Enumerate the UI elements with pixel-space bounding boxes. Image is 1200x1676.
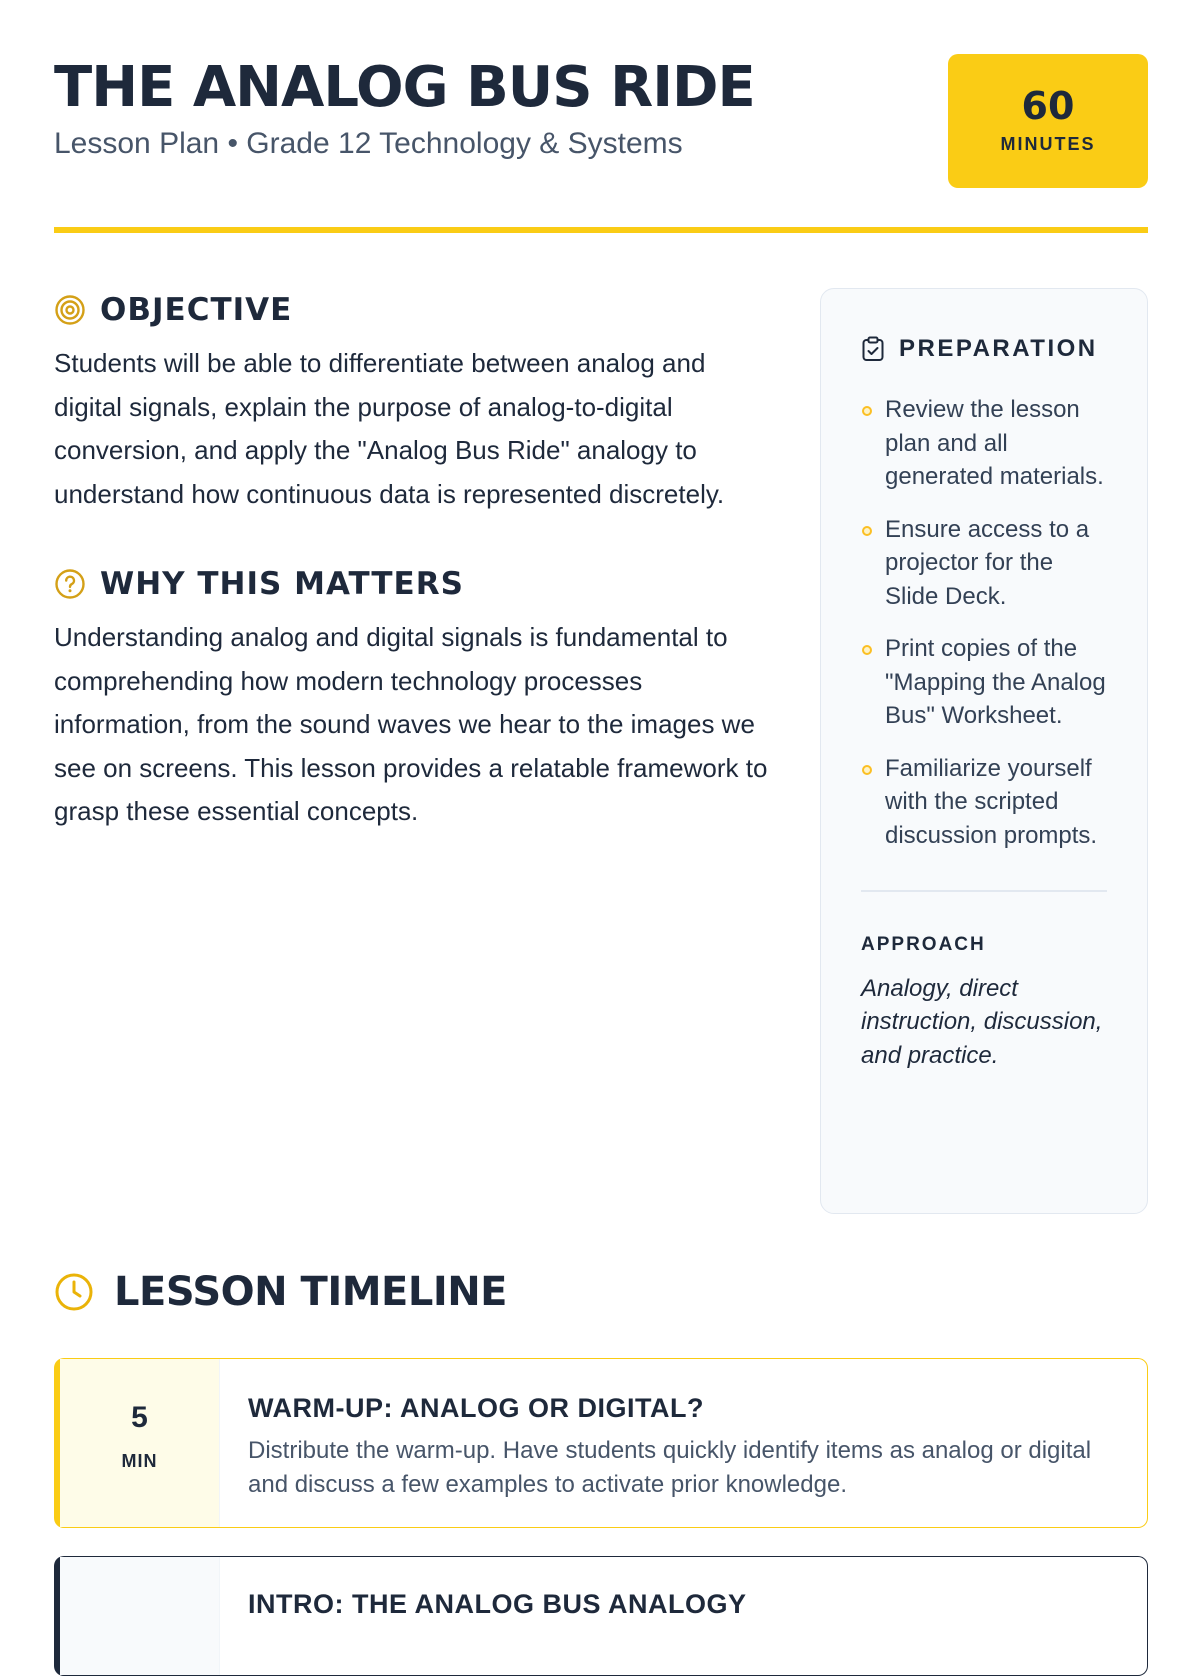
timeline-step	[54, 1556, 1148, 1676]
clock-icon	[54, 1272, 94, 1312]
list-item: Print copies of the "Mapping the Analog Bus" Worksheet.	[861, 632, 1107, 733]
objective-heading: OBJECTIVE	[100, 292, 293, 328]
step-content	[248, 1589, 1107, 1630]
lesson-header	[54, 54, 1148, 188]
header-divider	[54, 227, 1148, 233]
why-text: Understanding analog and digital signals is fundamental to comprehending how modern technology processes information, from the sound waves we hear to the images we see on screens. This lesson provides a relatable framework to grasp these essential concepts.	[54, 622, 768, 826]
duration-badge	[948, 54, 1148, 188]
question-circle-icon	[54, 568, 86, 600]
approach-text: Analogy, direct instruction, discussion, and practice.	[861, 974, 1103, 1069]
timeline-heading: LESSON TIMELINE	[114, 1269, 508, 1315]
objective-heading-row	[54, 288, 774, 332]
panel-divider	[861, 890, 1107, 892]
clipboard-check-icon	[861, 336, 885, 362]
step-duration	[60, 1359, 220, 1527]
approach-label: APPROACH	[861, 933, 986, 955]
preparation-list	[861, 393, 1107, 852]
list-item: Familiarize yourself with the scripted discussion prompts.	[861, 752, 1107, 853]
bullet-icon	[862, 406, 872, 416]
list-item: Review the lesson plan and all generated materials.	[861, 393, 1107, 494]
step-duration	[60, 1557, 220, 1675]
step-title: WARM-UP: ANALOG OR DIGITAL?	[248, 1393, 704, 1423]
timeline-step	[54, 1358, 1148, 1528]
target-icon	[54, 294, 86, 326]
why-heading-row	[54, 562, 774, 606]
bullet-icon	[862, 526, 872, 536]
list-item: Ensure access to a projector for the Slide Deck.	[861, 513, 1107, 614]
objective-text: Students will be able to differentiate between analog and digital signals, explain the purpose of analog-to-digital conversion, and apply the "Analog Bus Ride" analogy to understand how continuous data is represented discretely.	[54, 348, 725, 509]
step-unit: MIN	[121, 1451, 158, 1471]
page-subtitle: Lesson Plan • Grade 12 Technology & Systems	[54, 127, 683, 160]
step-title: INTRO: THE ANALOG BUS ANALOGY	[248, 1589, 747, 1619]
step-content	[248, 1393, 1107, 1501]
timeline-heading-row	[54, 1270, 507, 1314]
step-description: Distribute the warm-up. Have students quickly identify items as analog or digital and discuss a few examples to activate prior knowledge.	[248, 1437, 1092, 1498]
preparation-heading-row	[861, 331, 1107, 367]
step-minutes: 5	[131, 1401, 148, 1434]
bullet-icon	[862, 645, 872, 655]
main-column	[54, 288, 774, 834]
bullet-icon	[862, 765, 872, 775]
why-heading: WHY THIS MATTERS	[100, 566, 464, 602]
duration-unit: MINUTES	[1000, 134, 1096, 154]
duration-value: 60	[1021, 84, 1075, 128]
preparation-panel	[820, 288, 1148, 1214]
preparation-heading: PREPARATION	[899, 335, 1098, 362]
page-title: THE ANALOG BUS RIDE	[54, 55, 755, 120]
